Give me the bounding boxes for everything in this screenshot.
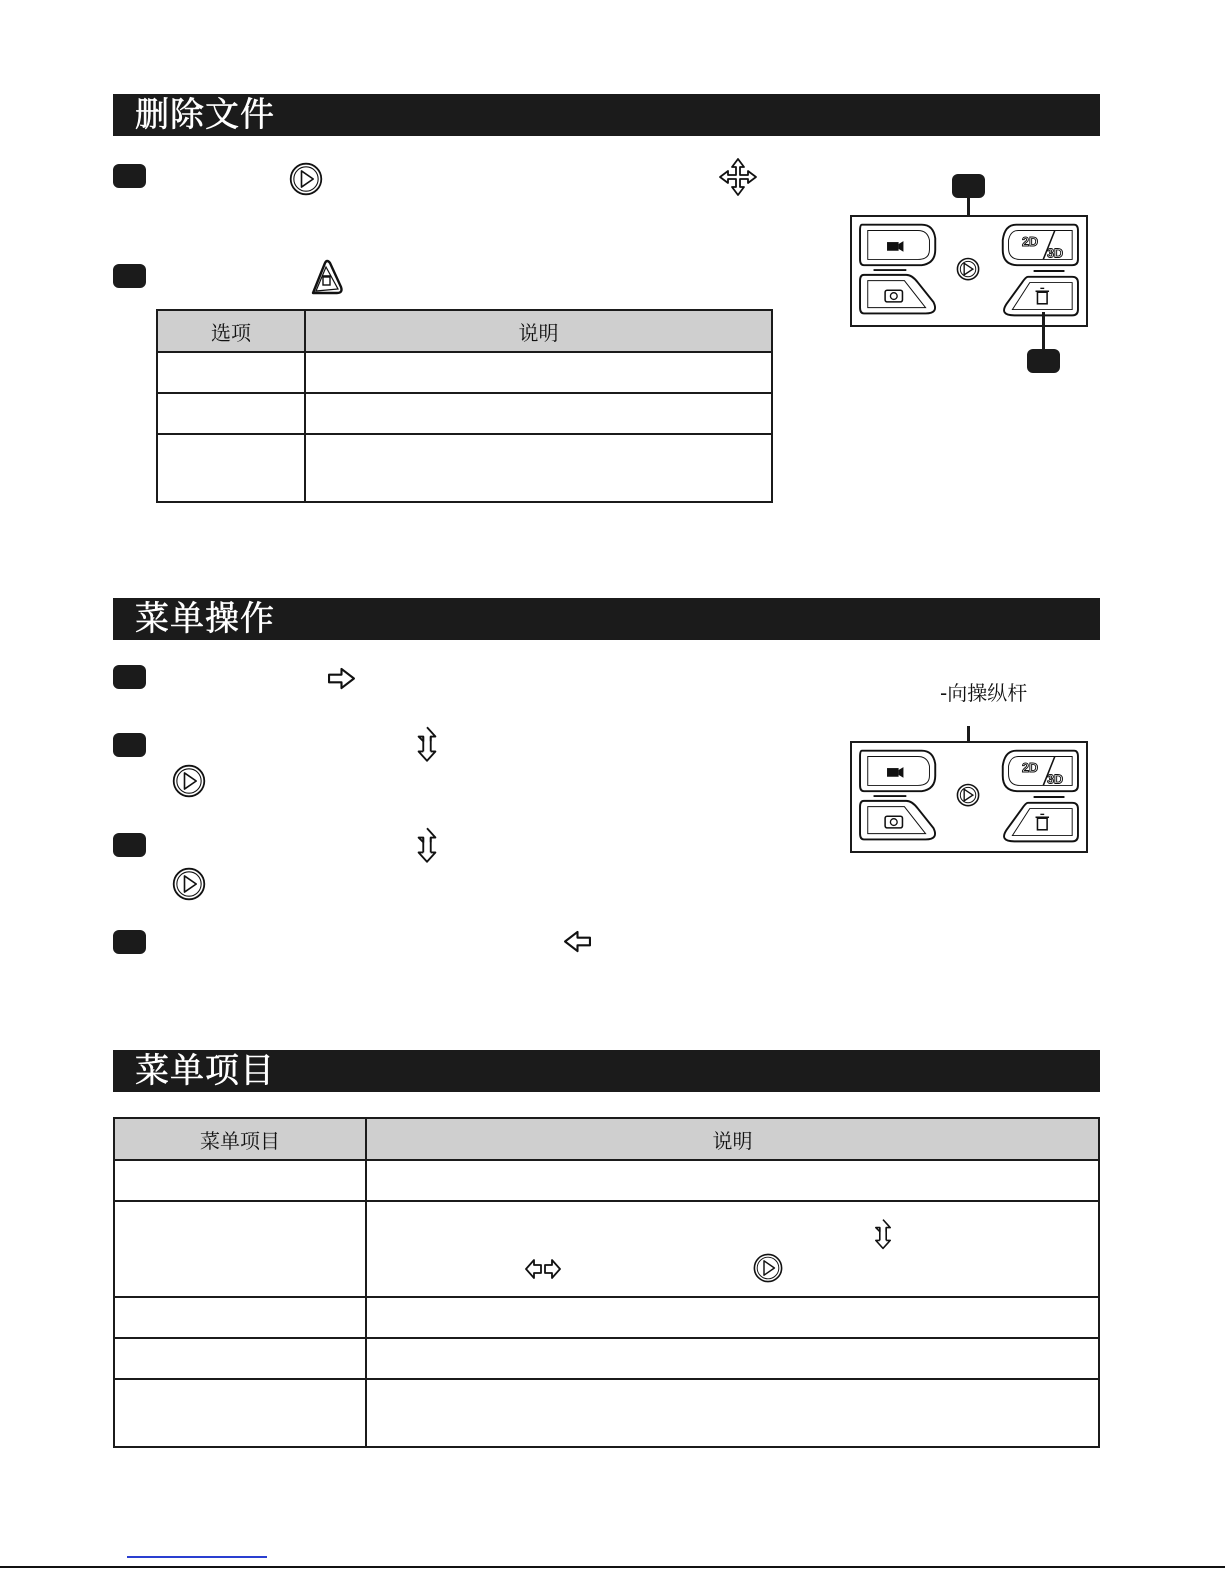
svg-text:2D: 2D [1022,760,1039,775]
footer-link-underline[interactable] [127,1556,267,1558]
joystick-label: -向操纵杆 [940,681,1028,705]
table-row [157,352,772,393]
step-badge [113,164,146,188]
camera-mode-button [860,275,935,314]
four-way-arrow-icon [718,157,758,197]
menu-items-table [113,1117,1100,1448]
right-arrow-icon [327,667,356,690]
up-down-arrow-icon [413,825,441,865]
button-panel-diagram [850,215,1088,327]
column-header-option: 选项 [157,310,305,352]
2d-3d-button [1003,225,1078,266]
table-row [114,1201,1099,1297]
play-button [957,784,978,805]
svg-text:2D: 2D [1022,234,1039,249]
delete-button [1004,277,1078,316]
camera-mode-button [860,801,935,840]
left-right-arrow-icon [525,1258,561,1280]
callout-line [1042,312,1045,350]
section-title: 菜单操作 [135,599,275,639]
section-title: 删除文件 [135,95,275,135]
delete-button [1004,803,1078,842]
page-bottom-rule [0,1566,1225,1568]
step-badge [113,264,146,288]
video-mode-button [860,751,935,792]
section-header-menu-items [113,1050,1100,1092]
column-header-description: 说明 [305,310,772,352]
section-title: 菜单项目 [135,1051,275,1091]
play-button-icon [171,866,207,902]
left-arrow-icon [563,930,592,953]
step-badge [1027,349,1060,373]
table-row [114,1379,1099,1447]
step-badge [113,833,146,857]
svg-text:3D: 3D [1047,772,1064,787]
2d-3d-button [1003,751,1078,792]
play-button-icon [752,1252,784,1284]
step-badge [113,930,146,954]
play-button-icon [288,161,324,197]
section-header-menu-operation [113,598,1100,640]
step-badge [113,733,146,757]
play-button-icon [171,763,207,799]
table-row [114,1160,1099,1201]
delete-button-icon [300,259,350,295]
svg-text:3D: 3D [1047,246,1064,261]
column-header-menu-item: 菜单项目 [114,1118,366,1160]
button-panel-diagram [850,741,1088,853]
play-button [957,258,978,279]
column-header-description: 说明 [366,1118,1099,1160]
table-row [114,1297,1099,1338]
section-header-delete [113,94,1100,136]
step-badge [113,665,146,689]
delete-options-table [156,309,773,503]
up-down-arrow-icon [413,724,441,764]
table-row [157,434,772,502]
step-badge [952,174,985,198]
table-row [114,1338,1099,1379]
video-mode-button [860,225,935,266]
up-down-arrow-icon [871,1216,895,1252]
table-row [157,393,772,434]
